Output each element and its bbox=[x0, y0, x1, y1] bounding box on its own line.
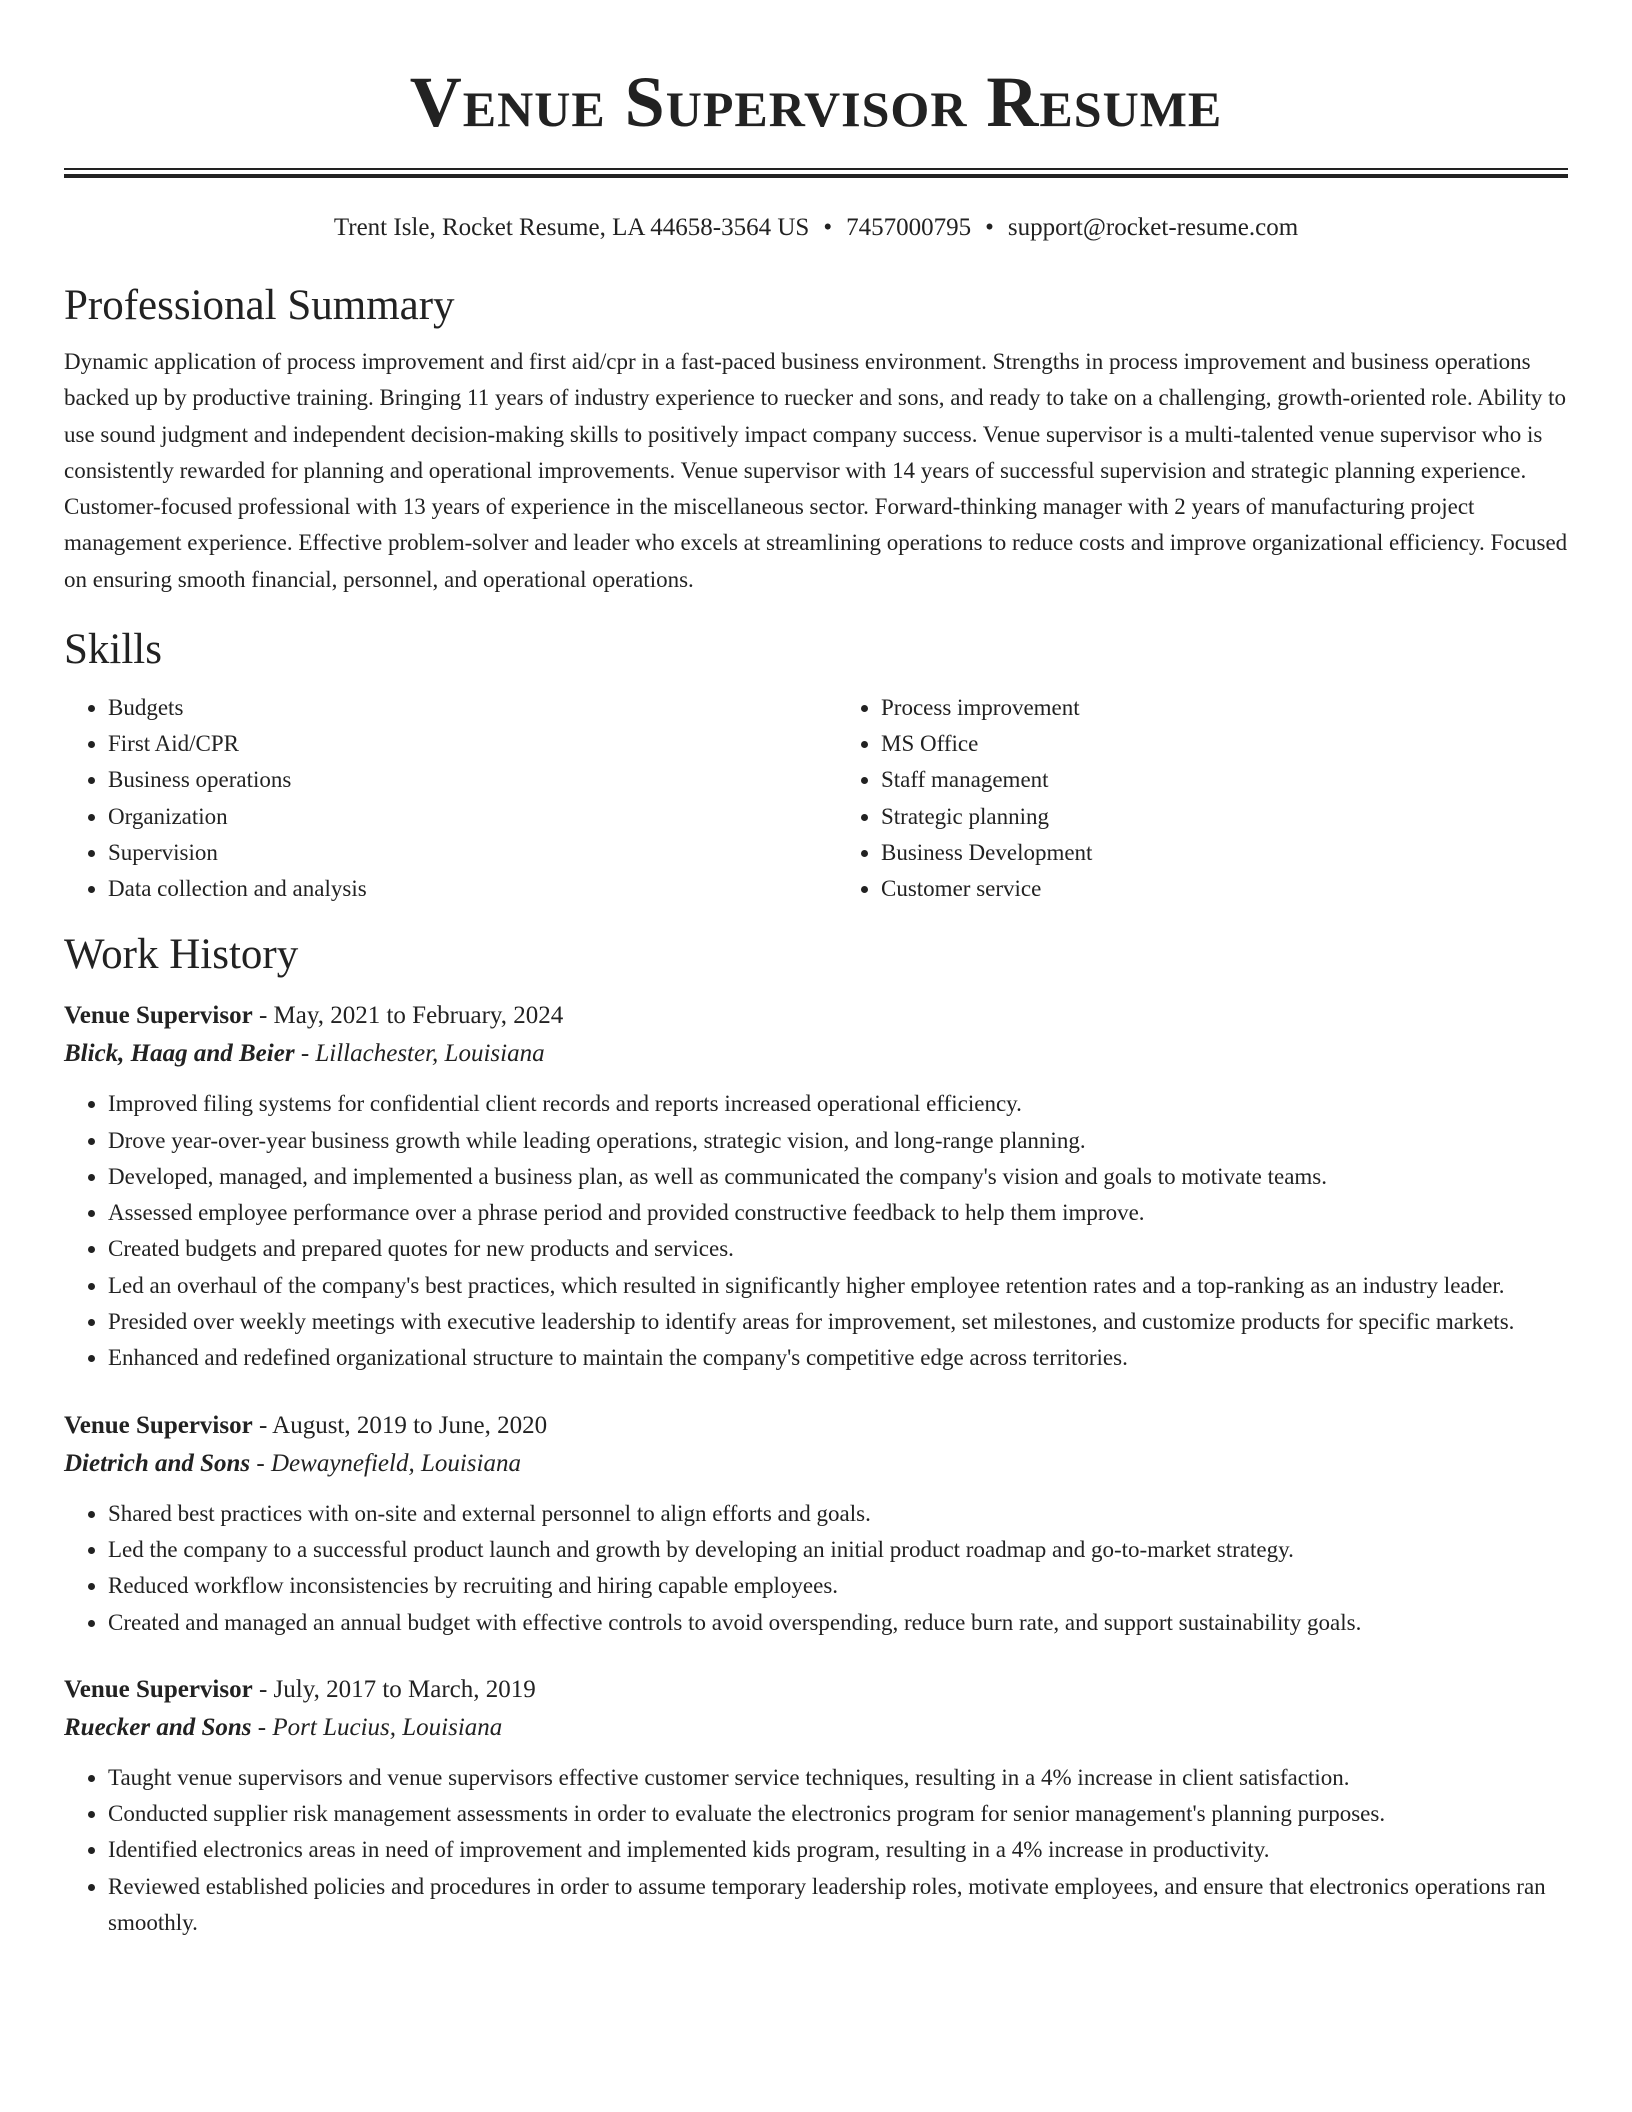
summary-heading: Professional Summary bbox=[64, 282, 455, 329]
skills-list bbox=[64, 690, 1568, 907]
job-bullet: • Shared best practices with on-site and external personnel to align efforts and goals. bbox=[108, 1496, 1568, 1532]
skills-heading: Skills bbox=[64, 626, 162, 674]
job-bullet: • Led the company to a successful product launch and growth by developing an initial product roadmap and go-to-market strategy. bbox=[108, 1532, 1568, 1568]
skills-column-left bbox=[64, 690, 795, 907]
contact-address: Trent Isle, Rocket Resume, LA 44658-3564 US bbox=[333, 214, 810, 241]
job-company: Dietrich and Sons bbox=[64, 1449, 251, 1477]
job-entry bbox=[64, 1671, 1568, 1941]
job-bullet: • Improved filing systems for confidential client records and reports increased operational efficiency. bbox=[108, 1086, 1568, 1122]
job-bullet: • Identified electronics areas in need of improvement and implemented kids program, resulting in a 4% increase in productivity. bbox=[108, 1832, 1568, 1868]
job-employer-line bbox=[64, 1445, 1568, 1483]
summary-text: Dynamic application of process improvement and first aid/cpr in a fast-paced business environment. Strengths in process improvement and business operations backed up by productive training. Bringing 11 years of industry experience to ruecker and sons, and ready to take on a challenging, growth-oriented role. Ability to use sound judgment and independent decision-making skills to positively impact company success. Venue supervisor is a multi-talented venue supervisor who is consistently rewarded for planning and operational improvements. Venue supervisor with 14 years of successful supervision and strategic planning experience. Customer-focused professional with 13 years of experience in the miscellaneous sector. Forward-thinking manager with 2 years of manufacturing project management experience. Effective problem-solver and leader who excels at streamlining operations to reduce costs and improve organizational efficiency. Focused on ensuring smooth financial, personnel, and operational operations. bbox=[64, 349, 1568, 592]
skills-column-right bbox=[837, 690, 1568, 907]
job-entry bbox=[64, 997, 1568, 1376]
job-dates: - July, 2017 to March, 2019 bbox=[252, 1675, 536, 1703]
job-bullet: • Created budgets and prepared quotes for new products and services. bbox=[108, 1231, 1568, 1267]
skill-item: • Process improvement bbox=[881, 690, 1568, 726]
skill-item: • Data collection and analysis bbox=[108, 871, 795, 907]
contact-separator: • bbox=[823, 214, 833, 241]
job-bullets bbox=[64, 1086, 1568, 1376]
skill-item: • MS Office bbox=[881, 726, 1568, 762]
job-bullets bbox=[64, 1496, 1568, 1641]
contact-line bbox=[64, 212, 1568, 244]
page-title: Venue Supervisor Resume bbox=[409, 62, 1223, 142]
skill-item: • Strategic planning bbox=[881, 799, 1568, 835]
skill-item: • Supervision bbox=[108, 835, 795, 871]
title-divider bbox=[64, 168, 1568, 178]
job-bullets bbox=[64, 1760, 1568, 1941]
job-dates: - August, 2019 to June, 2020 bbox=[252, 1411, 548, 1439]
job-bullet: • Reviewed established policies and procedures in order to assume temporary leadership roles, motivate employees, and ensure that electronics operations ran smoothly. bbox=[108, 1869, 1568, 1942]
job-bullet: • Drove year-over-year business growth while leading operations, strategic vision, and long-range planning. bbox=[108, 1123, 1568, 1159]
job-title-line bbox=[64, 1407, 1568, 1445]
job-employer-line bbox=[64, 1035, 1568, 1073]
contact-phone: 7457000795 bbox=[846, 214, 972, 241]
skill-item: • Business Development bbox=[881, 835, 1568, 871]
skill-item: • Customer service bbox=[881, 871, 1568, 907]
job-dates: - May, 2021 to February, 2024 bbox=[252, 1002, 564, 1030]
contact-separator: • bbox=[985, 214, 994, 241]
skill-item: • Business operations bbox=[108, 762, 795, 798]
job-bullet: • Created and managed an annual budget with effective controls to avoid overspending, reduce burn rate, and support sustainability goals. bbox=[108, 1605, 1568, 1641]
work-history-heading: Work History bbox=[64, 931, 299, 979]
job-bullet: • Presided over weekly meetings with executive leadership to identify areas for improvement, set milestones, and customize products for specific markets. bbox=[108, 1304, 1568, 1340]
job-bullet: • Developed, managed, and implemented a business plan, as well as communicated the company's vision and goals to motivate teams. bbox=[108, 1159, 1568, 1195]
job-entry bbox=[64, 1407, 1568, 1641]
skill-item: • Organization bbox=[108, 799, 795, 835]
job-location: - Lillachester, Louisiana bbox=[294, 1040, 545, 1068]
contact-email: support@rocket-resume.com bbox=[1007, 214, 1299, 241]
job-role: Venue Supervisor bbox=[64, 1002, 253, 1030]
job-role: Venue Supervisor bbox=[64, 1675, 253, 1703]
job-title-line bbox=[64, 997, 1568, 1035]
job-employer-line bbox=[64, 1709, 1568, 1747]
job-company: Blick, Haag and Beier bbox=[64, 1040, 295, 1068]
skill-item: • Budgets bbox=[108, 690, 795, 726]
job-bullet: • Conducted supplier risk management assessments in order to evaluate the electronics program for senior management's planning purposes. bbox=[108, 1796, 1568, 1832]
job-title-line bbox=[64, 1671, 1568, 1709]
job-role: Venue Supervisor bbox=[64, 1411, 253, 1439]
job-bullet: • Led an overhaul of the company's best practices, which resulted in significantly higher employee retention rates and a top-ranking as an industry leader. bbox=[108, 1268, 1568, 1304]
skill-item: • Staff management bbox=[881, 762, 1568, 798]
job-company: Ruecker and Sons bbox=[64, 1713, 252, 1741]
skill-item: • First Aid/CPR bbox=[108, 726, 795, 762]
job-bullet: • Enhanced and redefined organizational structure to maintain the company's competitive edge across territories. bbox=[108, 1340, 1568, 1376]
job-bullet: • Taught venue supervisors and venue supervisors effective customer service techniques, resulting in a 4% increase in client satisfaction. bbox=[108, 1760, 1568, 1796]
job-bullet: • Assessed employee performance over a phrase period and provided constructive feedback to help them improve. bbox=[108, 1195, 1568, 1231]
job-bullet: • Reduced workflow inconsistencies by recruiting and hiring capable employees. bbox=[108, 1568, 1568, 1604]
job-location: - Port Lucius, Louisiana bbox=[251, 1713, 503, 1741]
job-location: - Dewaynefield, Louisiana bbox=[250, 1449, 521, 1477]
